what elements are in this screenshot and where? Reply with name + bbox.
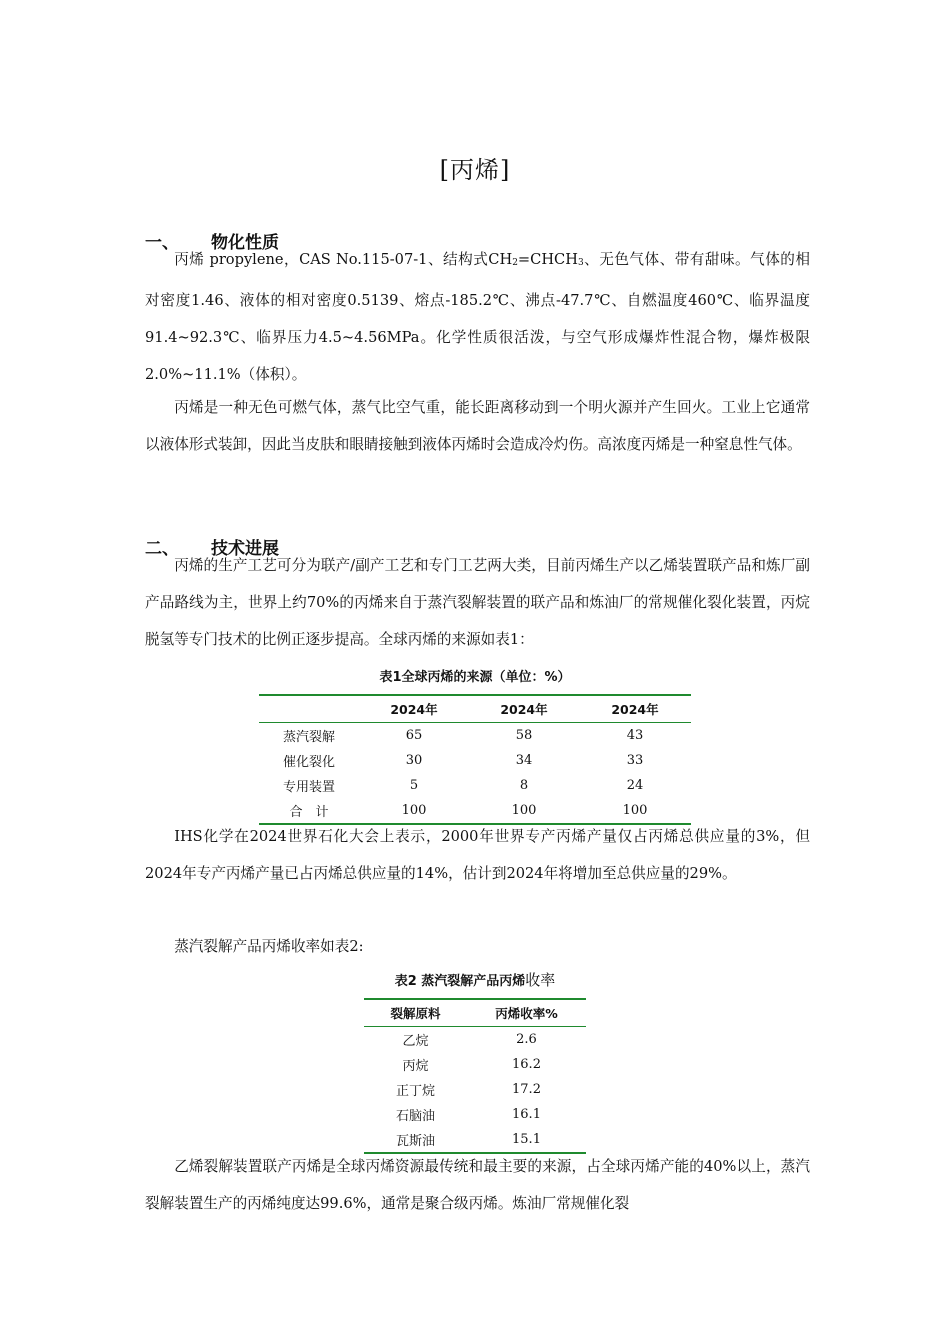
column-header: 2024年 [469,695,579,723]
table1-caption: 表1全球丙烯的来源（单位：%） [379,670,571,685]
text-run: 丙烯 propylene，CAS No.115-07-1、结构式CH [174,251,513,268]
table-cell: 100 [469,798,579,824]
row-label: 石脑油 [395,1109,435,1124]
table-cell: 16.1 [512,1107,541,1122]
table-cell: 15.1 [467,1127,586,1153]
table-row [364,1102,586,1127]
text-run: 、无色气体、带有甜味。气体的相对密度1.46、液体的相对密度0.5139、熔点-185.2℃、沸点-47.7℃、自燃温度460℃、临界温度91.4~92.3℃、临界压力4.5~4.56MPa。化学性质很活泼，与空气形成爆炸性混合物，爆炸极限2.0%~11.1%（体积）。 [145,251,810,383]
table-cell: 30 [405,753,423,768]
table-cell: 33 [626,753,644,768]
row-label: 乙烷 [402,1034,429,1049]
section-title: 物化性质 [211,233,279,253]
row-label: 蒸汽裂解 [282,730,335,745]
row-label: 瓦斯油 [364,1127,467,1153]
row-label: 合 计 [259,798,359,824]
table-header-row [364,999,586,1027]
table-cell: 100 [579,798,691,824]
column-header: 裂解原料 [364,999,467,1027]
table-cell: 8 [519,778,529,793]
column-header: 2024年 [579,695,691,723]
column-header: 2024年 [359,695,469,723]
table-cell: 100 [359,798,469,824]
section-number: 一、 [145,233,179,253]
table-row [364,1052,586,1077]
caption-bold: 表2 蒸汽裂解产品丙烯 [394,974,526,989]
table-row [259,748,691,773]
row-label: 正丁烷 [395,1084,435,1099]
subscript: 3 [577,258,584,268]
paragraph-yield-intro: 蒸汽裂解产品丙烯收率如表2: [174,938,364,955]
table-cell: 34 [515,753,533,768]
column-header: 丙烯收率% [467,999,586,1027]
table-cell: 43 [626,728,644,743]
table-row [364,1077,586,1102]
column-header [259,695,359,723]
section-number: 二、 [145,539,179,559]
table-steam-cracking-yield [364,998,586,1154]
table-row [259,723,691,749]
table-cell: 2.6 [516,1032,537,1047]
page-title: [丙烯] [439,156,511,184]
table-row [364,1027,586,1053]
table-cell: 5 [409,778,419,793]
text-run: =CHCH [517,251,578,268]
section-title: 技术进展 [211,539,279,559]
subscript: 2 [512,258,518,268]
table-cell: 17.2 [512,1082,541,1097]
paragraph-ethylene-cracking: 乙烯裂解装置联产丙烯是全球丙烯资源最传统和最主要的来源，占全球丙烯产能的40%以上，蒸汽裂解装置生产的丙烯纯度达99.6%，通常是聚合级丙烯。炼油厂常规催化裂 [145,1158,810,1212]
row-label: 专用装置 [282,780,335,795]
caption-plain: 收率 [525,971,556,989]
row-label: 催化裂化 [282,755,335,770]
paragraph-properties [145,241,810,393]
table-cell: 16.2 [512,1057,541,1072]
table-global-propylene-sources [259,694,691,825]
paragraph-tech-progress: 丙烯的生产工艺可分为联产/副产工艺和专门工艺两大类，目前丙烯生产以乙烯装置联产品和炼厂副产品路线为主，世界上约70%的丙烯来自于蒸汽裂解装置的联产品和炼油厂的常规催化裂化装置，丙烷脱氢等专门技术的比例正逐步提高。全球丙烯的来源如表1： [145,557,810,648]
table-cell: 65 [405,728,423,743]
paragraph-hazards: 丙烯是一种无色可燃气体，蒸气比空气重，能长距离移动到一个明火源并产生回火。工业上它通常以液体形式装卸，因此当皮肤和眼睛接触到液体丙烯时会造成冷灼伤。高浓度丙烯是一种窒息性气体。 [145,399,810,453]
table-header-row [259,695,691,723]
paragraph-ihs: IHS化学在2024世界石化大会上表示，2000年世界专产丙烯产量仅占丙烯总供应量的3%，但2024年专产丙烯产量已占丙烯总供应量的14%，估计到2024年将增加至总供应量的29%。 [145,828,810,882]
table-row [259,773,691,798]
row-label: 丙烷 [402,1059,429,1074]
table-cell: 58 [515,728,533,743]
table-cell: 24 [626,778,644,793]
table2-caption [0,969,950,990]
